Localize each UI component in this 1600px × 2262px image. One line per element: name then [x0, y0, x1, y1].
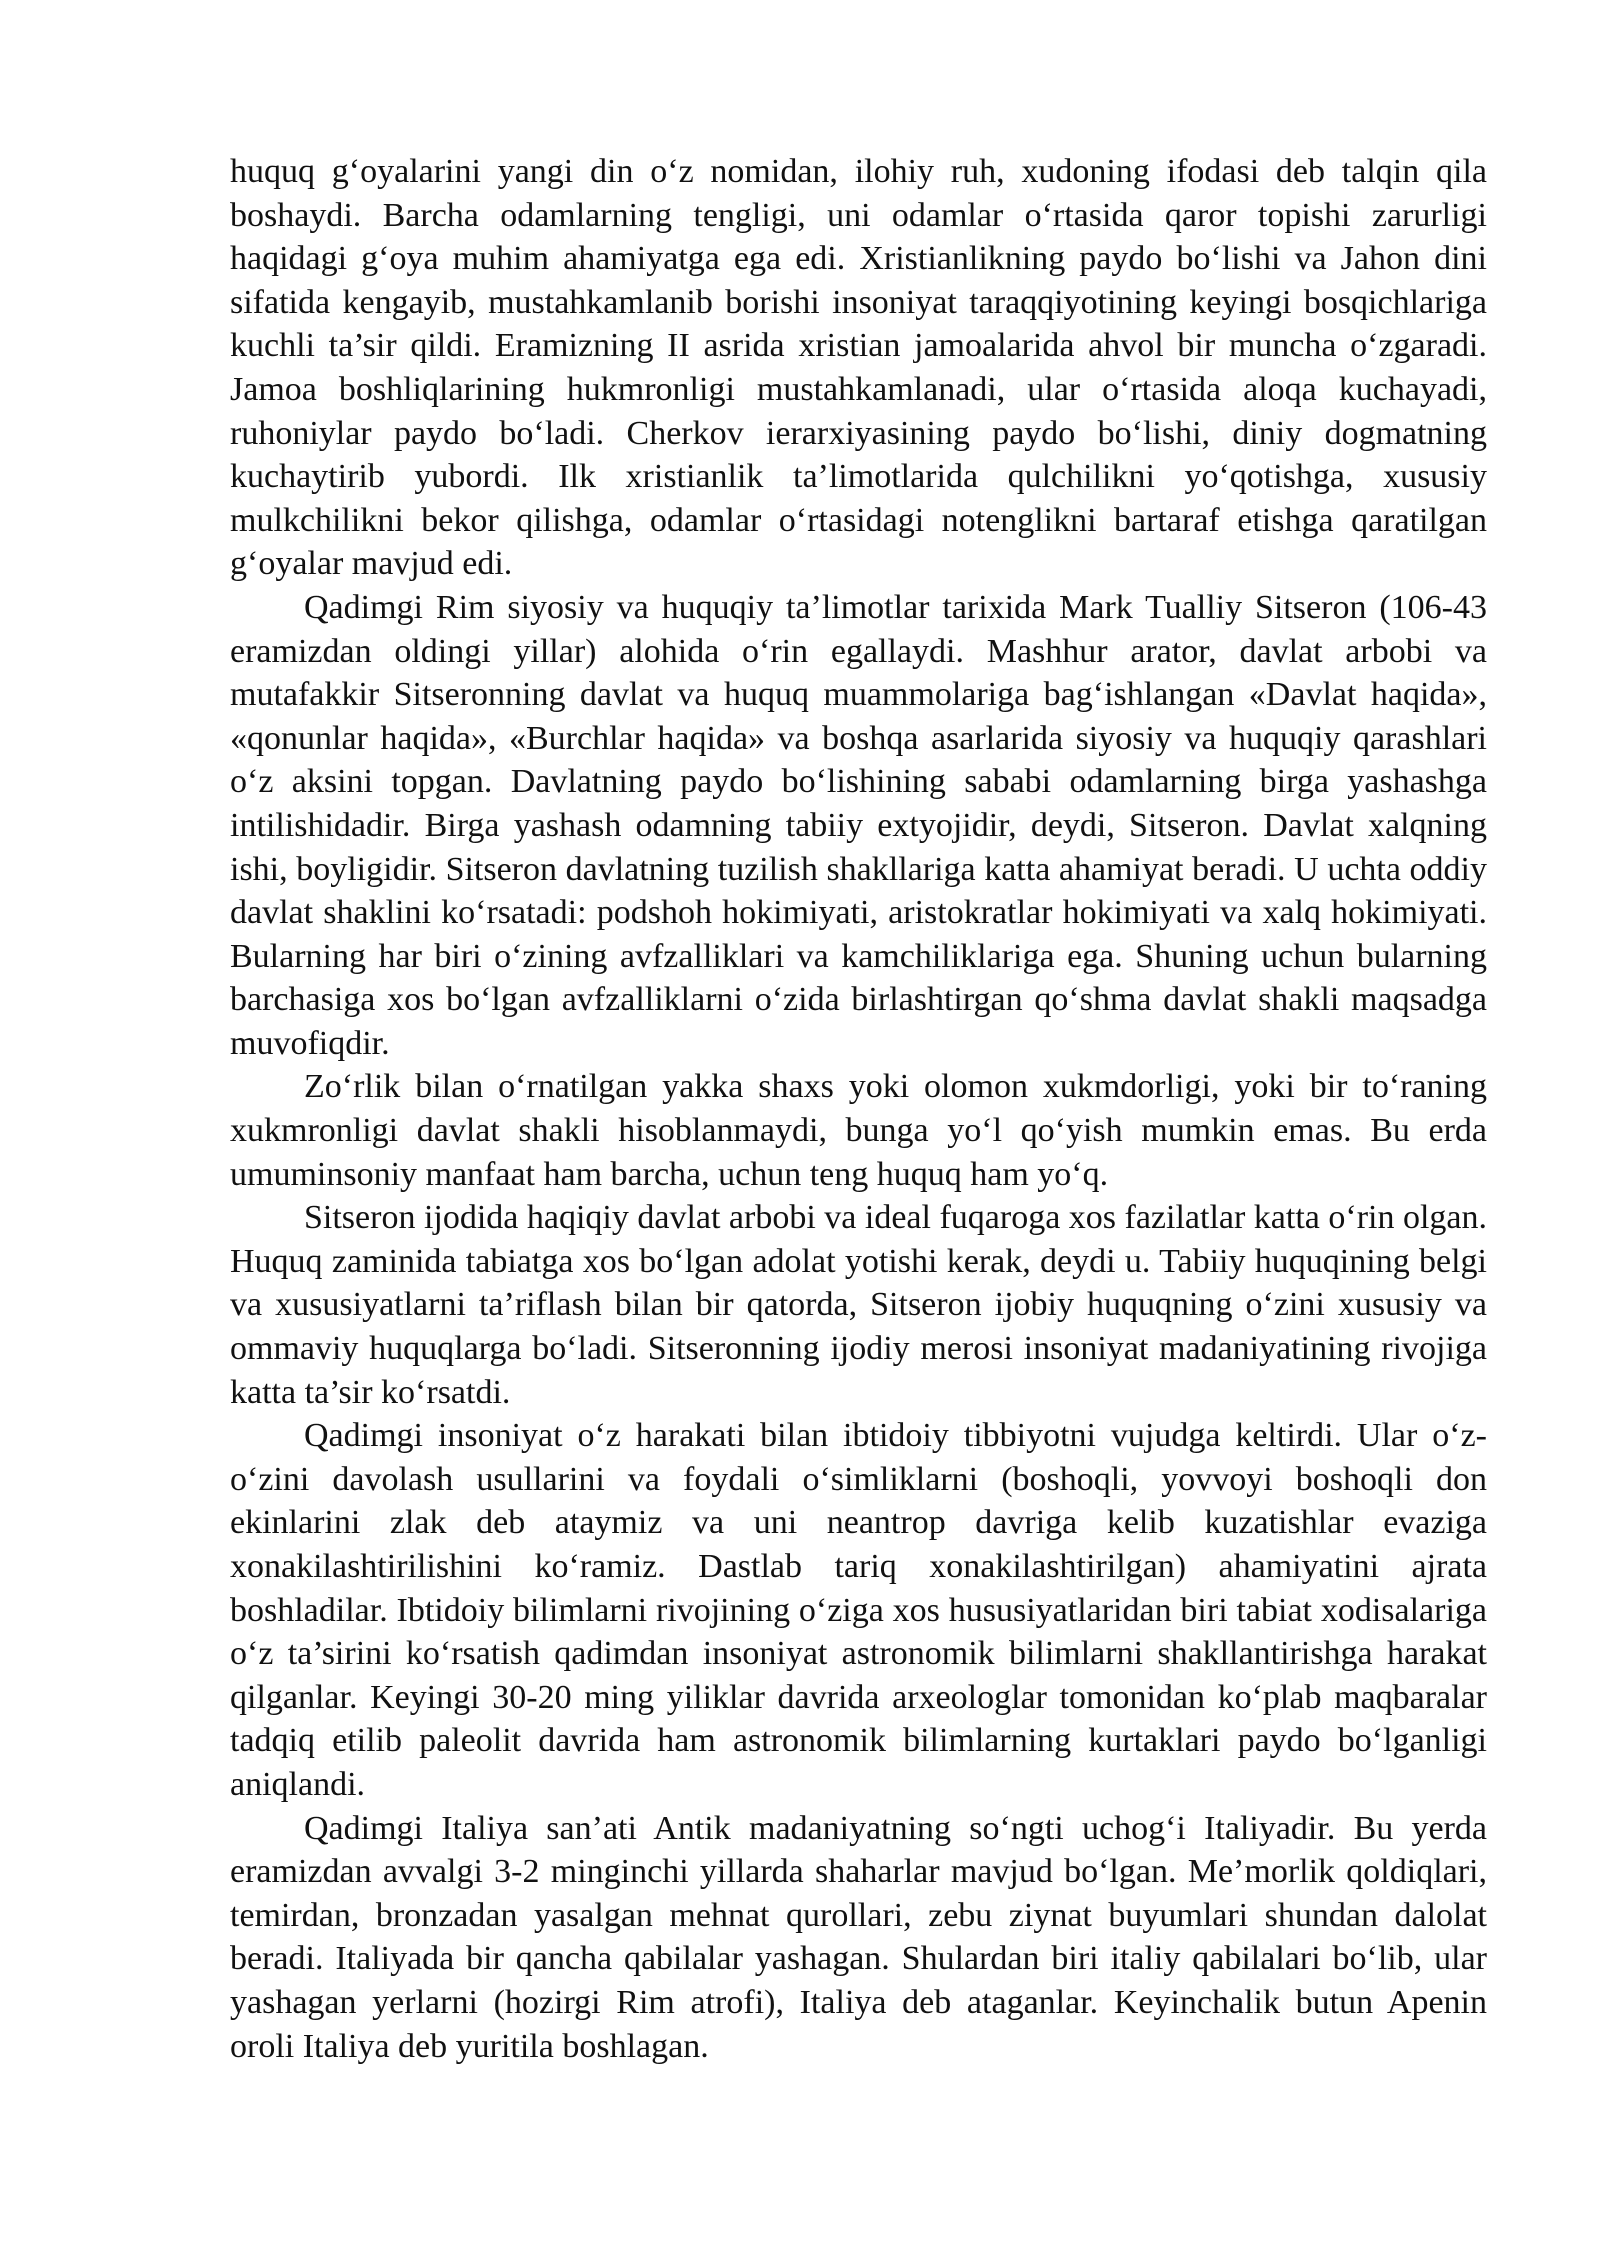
document-page	[230, 150, 1487, 2068]
paragraph-christianity: huquq g‘oyalarini yangi din o‘z nomidan, ilohiy ruh, xudoning ifodasi deb talqin qila boshaydi. Barcha odamlarning tengligi, uni odamlar o‘rtasida qaror topishi zarurligi haqidagi g‘oya muhim ahamiyatga ega edi. Xristianlikning paydo bo‘lishi va Jahon dini sifatida kengayib, mustahkamlanib borishi insoniyat taraqqiyotining keyingi bosqichlariga kuchli ta’sir qildi. Eramizning II asrida xristian jamoalarida ahvol bir muncha o‘zgaradi. Jamoa boshliqlarining hukmronligi mustahkamlanadi, ular o‘rtasida aloqa kuchayadi, ruhoniylar paydo bo‘ladi. Cherkov ierarxiyasining paydo bo‘lishi, diniy dogmatning kuchaytirib yubordi. Ilk xristianlik ta’limotlarida qulchilikni yo‘qotishga, xususiy mulkchilikni bekor qilishga, odamlar o‘rtasidagi notenglikni bartaraf etishga qaratilgan g‘oyalar mavjud edi.	[230, 153, 1487, 583]
paragraph-primitive-medicine: Qadimgi insoniyat o‘z harakati bilan ibtidoiy tibbiyotni vujudga keltirdi. Ular o‘z-o‘zini davolash usullarini va foydali o‘simliklarni (boshoqli, yovvoyi boshoqli don ekinlarini zlak deb ataymiz va uni neantrop davriga kelib kuzatishlar evaziga xonakilashtirilishini ko‘ramiz. Dastlab tariq xonakilashtirilgan) ahamiyatini ajrata boshladilar. Ibtidoiy bilimlarni rivojining o‘ziga xos hususiyatlaridan biri tabiat xodisalariga o‘z ta’sirini ko‘rsatish qadimdan insoniyat astronomik bilimlarni shakllantirishga harakat qilganlar. Keyingi 30-20 ming yiliklar davrida arxeologlar tomonidan ko‘plab maqbaralar tadqiq etilib paleolit davrida ham astronomik bilimlarning kurtaklari paydo bo‘lganligi aniqlandi.	[230, 1417, 1487, 1803]
paragraph-cicero-state: Qadimgi Rim siyosiy va huquqiy ta’limotlar tarixida Mark Tualliy Sitseron (106-43 eramizdan oldingi yillar) alohida o‘rin egallaydi. Mashhur arator, davlat arbobi va mutafakkir Sitseronning davlat va huquq muammolariga bag‘ishlangan «Davlat haqida», «qonunlar haqida», «Burchlar haqida» va boshqa asarlarida siyosiy va huquqiy qarashlari o‘z aksini topgan. Davlatning paydo bo‘lishining sababi odamlarning birga yashashga intilishidadir. Birga yashash odamning tabiiy extyojidir, deydi, Sitseron. Davlat xalqning ishi, boyligidir. Sitseron davlatning tuzilish shakllariga katta ahamiyat beradi. U uchta oddiy davlat shaklini ko‘rsatadi: podshoh hokimiyati, aristokratlar hokimiyati va xalq hokimiyati. Bularning har biri o‘zining avfzalliklari va kamchiliklariga ega. Shuning uchun bularning barchasiga xos bo‘lgan avfzalliklarni o‘zida birlashtirgan qo‘shma davlat shakli maqsadga muvofiqdir.	[230, 588, 1487, 1062]
paragraph-tyranny: Zo‘rlik bilan o‘rnatilgan yakka shaxs yoki olomon xukmdorligi, yoki bir to‘raning xukmronligi davlat shakli hisoblanmaydi, bunga yo‘l qo‘yish mumkin emas. Bu erda umuminsoniy manfaat ham barcha, uchun teng huquq ham yo‘q.	[230, 1068, 1487, 1193]
paragraph-ancient-italy: Qadimgi Italiya san’ati Antik madaniyatning so‘ngti uchog‘i Italiyadir. Bu yerda eramizdan avvalgi 3-2 minginchi yillarda shaharlar mavjud bo‘lgan. Me’morlik qoldiqlari, temirdan, bronzadan yasalgan mehnat qurollari, zebu ziynat buyumlari shundan dalolat beradi. Italiyada bir qancha qabilalar yashagan. Shulardan biri italiy qabilalari bo‘lib, ular yashagan yerlarni (hozirgi Rim atrofi), Italiya deb ataganlar. Keyinchalik butun Apenin oroli Italiya deb yuritila boshlagan.	[230, 1809, 1487, 2065]
paragraph-cicero-law: Sitseron ijodida haqiqiy davlat arbobi va ideal fuqaroga xos fazilatlar katta o‘rin olgan. Huquq zaminida tabiatga xos bo‘lgan adolat yotishi kerak, deydi u. Tabiiy huquqining belgi va xususiyatlarni ta’riflash bilan bir qatorda, Sitseron ijobiy huquqning o‘zini xususiy va ommaviy huquqlarga bo‘ladi. Sitseronning ijodiy merosi insoniyat madaniyatining rivojiga katta ta’sir ko‘rsatdi.	[230, 1199, 1488, 1411]
